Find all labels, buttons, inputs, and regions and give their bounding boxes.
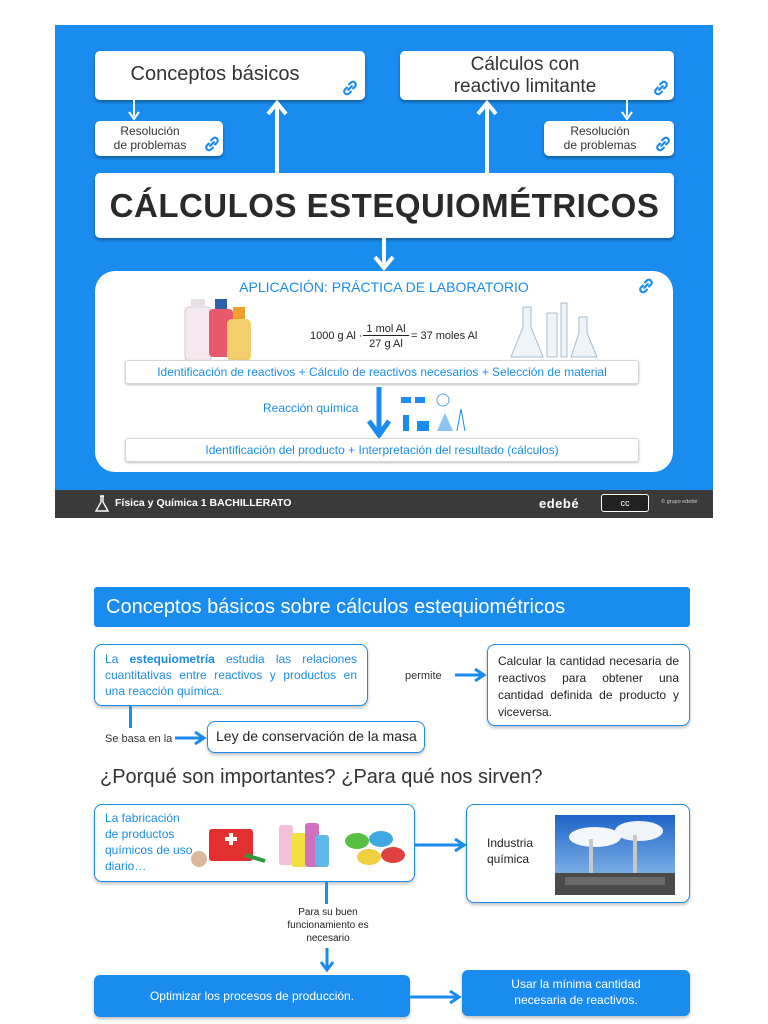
arrow-up-icon xyxy=(266,100,288,173)
main-title-box xyxy=(95,173,674,238)
calcular-box xyxy=(487,644,690,726)
optimizar-box xyxy=(94,975,410,1017)
aplicacion-panel xyxy=(95,271,673,472)
arrow-down-icon xyxy=(127,100,141,122)
aplicacion-title: APLICACIÓN: PRÁCTICA DE LABORATORIO xyxy=(239,279,529,295)
connector-line xyxy=(129,706,132,728)
usar-box xyxy=(462,970,690,1016)
flask-icon xyxy=(95,495,109,513)
row-identificacion-reactivos: Identificación de reactivos + Cálculo de reactivos necesarios + Selección de material xyxy=(125,360,639,384)
link-icon[interactable] xyxy=(654,135,672,153)
arrow-right-icon xyxy=(415,838,467,852)
fabricacion-box xyxy=(94,804,415,882)
slide-footer xyxy=(55,490,713,518)
link-icon[interactable] xyxy=(203,135,221,153)
link-icon[interactable] xyxy=(652,79,670,97)
formula-denominator: 27 g Al xyxy=(369,338,403,350)
definicion-box xyxy=(94,644,368,706)
resolucion-line2: de problemas xyxy=(563,138,637,152)
main-title: CÁLCULOS ESTEQUIOMÉTRICOS xyxy=(109,187,660,224)
resolucion-problemas-right[interactable] xyxy=(544,121,674,156)
arrow-right-icon xyxy=(455,668,487,682)
reagent-bottles-image xyxy=(181,293,257,365)
link-icon[interactable] xyxy=(341,79,359,97)
formula-right: = 37 moles Al xyxy=(411,330,478,342)
estequiometria-term: estequiometría xyxy=(129,652,215,666)
resolucion-line2: de problemas xyxy=(113,138,187,152)
footer-brand-logo: edebé xyxy=(539,496,580,511)
reactivo-limitante-box[interactable] xyxy=(400,51,674,100)
question-heading: ¿Porqué son importantes? ¿Para qué nos sirven? xyxy=(100,766,543,788)
arrow-down-icon xyxy=(620,100,634,122)
formula-left: 1000 g Al · xyxy=(310,330,363,342)
calcular-text: Calcular la cantidad necesaria de reactivos para obtener una cantidad definida de producto y viceversa. xyxy=(498,654,679,719)
resolucion-problemas-left[interactable] xyxy=(95,121,223,156)
reaccion-quimica-label: Reacción química xyxy=(263,401,359,415)
fabricacion-text: La fabricación de productos químicos de uso diario… xyxy=(105,811,193,873)
ley-conservacion-box xyxy=(207,721,425,753)
factory-image xyxy=(555,815,675,895)
footer-subject: Física y Química 1 BACHILLERATO xyxy=(115,497,292,509)
reactivo-limitante-line2: reactivo limitante xyxy=(453,76,597,97)
usar-text: Usar la mínima cantidad necesaria de reactivos. xyxy=(511,977,641,1007)
definicion-rest: estudia las relaciones cuantitativas entre reactivos y productos en una reacción química. xyxy=(105,652,358,698)
cc-license-badge xyxy=(601,494,649,512)
connector-line xyxy=(325,882,328,904)
conceptos-basicos-box[interactable] xyxy=(95,51,365,100)
resolucion-line1: Resolución xyxy=(120,124,180,138)
optimizar-text: Optimizar los procesos de producción. xyxy=(149,989,355,1003)
cc-license-text: cc xyxy=(620,498,630,508)
household-products-image xyxy=(187,815,409,873)
link-icon[interactable] xyxy=(637,277,655,295)
industria-text: Industria química xyxy=(487,836,534,866)
footer-group: © grupo edebé xyxy=(661,499,698,505)
slide-calculos-estequiometricos xyxy=(55,25,713,518)
arrow-right-icon xyxy=(175,731,207,745)
arrow-down-icon xyxy=(319,948,335,974)
resolucion-line1: Resolución xyxy=(570,124,630,138)
arrow-down-icon xyxy=(373,238,395,271)
slide2-title: Conceptos básicos sobre cálculos estequiométricos xyxy=(94,587,690,627)
se-basa-label: Se basa en la xyxy=(105,733,173,745)
arrow-down-icon xyxy=(367,387,391,439)
reactivo-limitante-line1: Cálculos con xyxy=(470,54,580,75)
lab-equipment-image xyxy=(399,389,475,433)
row-identificacion-producto: Identificación del producto + Interpretación del resultado (cálculos) xyxy=(125,438,639,462)
industria-box xyxy=(466,804,690,903)
ley-conservacion-text: Ley de conservación de la masa xyxy=(216,728,417,744)
definicion-prefix: La xyxy=(105,652,130,666)
para-su-label: Para su buen funcionamiento es necesario xyxy=(287,907,369,944)
glassware-image xyxy=(505,293,605,361)
arrow-up-icon xyxy=(476,100,498,173)
arrow-right-icon xyxy=(410,990,462,1004)
permite-label: permite xyxy=(405,670,442,682)
formula-numerator: 1 mol Al xyxy=(363,323,409,336)
conceptos-basicos-label: Conceptos básicos xyxy=(130,63,300,85)
